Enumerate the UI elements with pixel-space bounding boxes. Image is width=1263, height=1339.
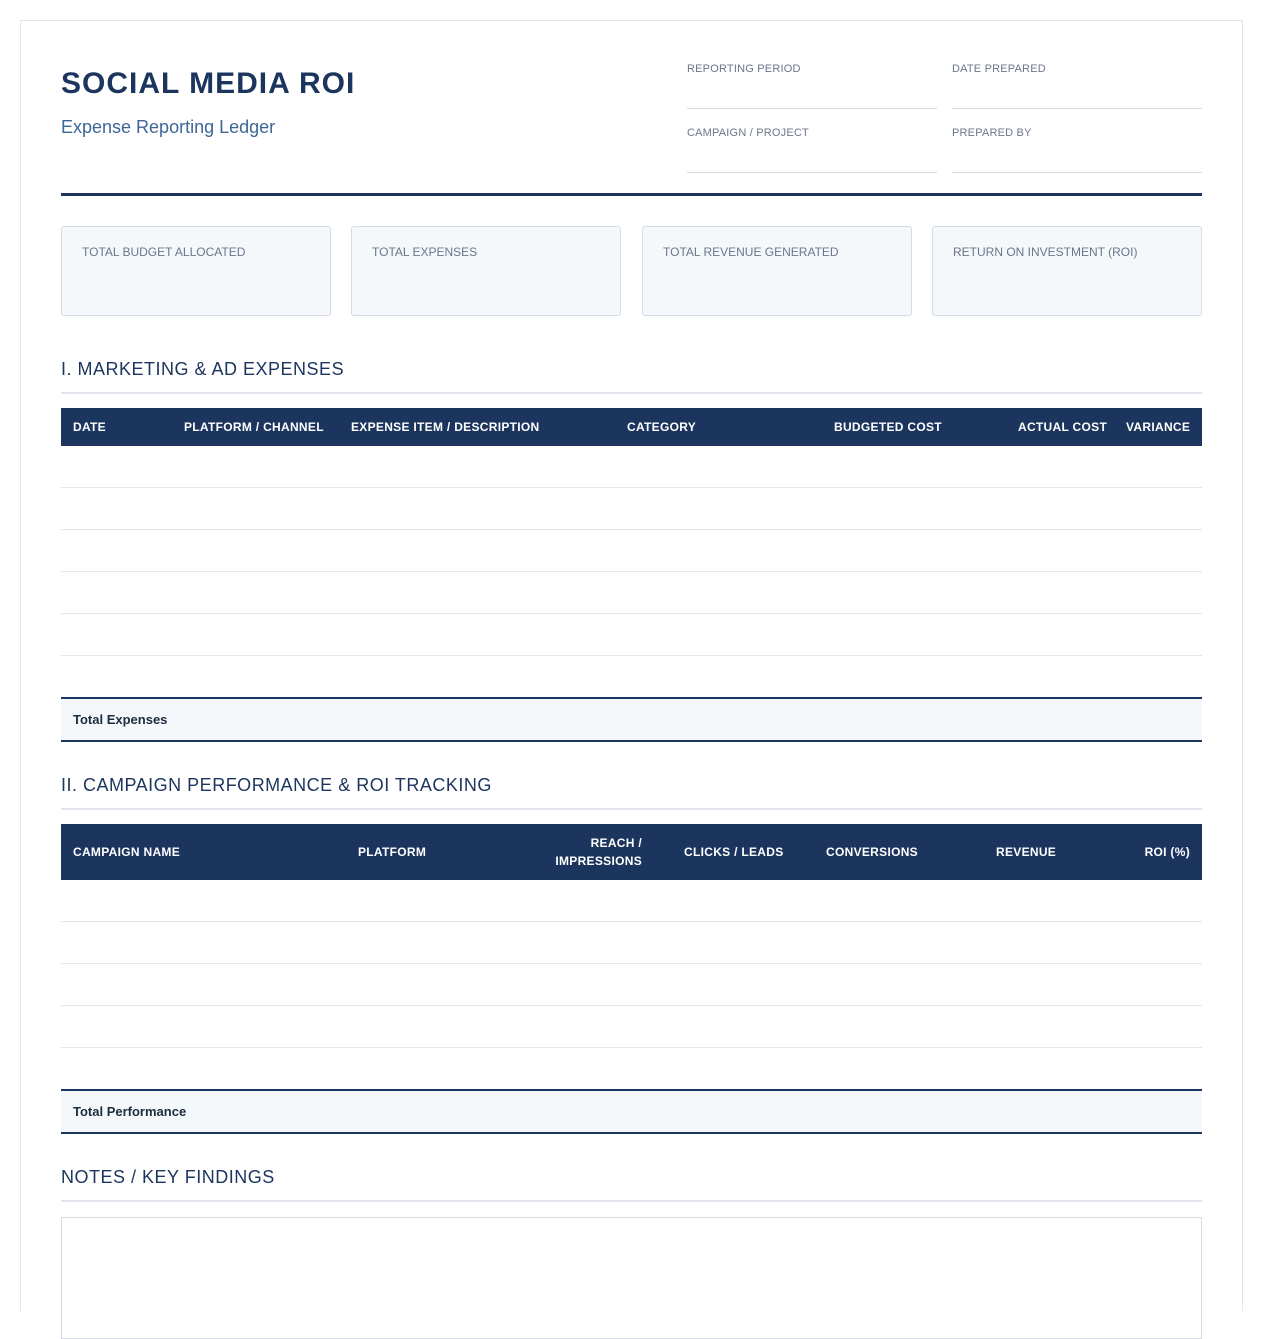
col-campaign-name: CAMPAIGN NAME bbox=[73, 845, 181, 859]
expenses-table-header bbox=[61, 408, 1202, 446]
reporting-period-field[interactable] bbox=[687, 63, 937, 109]
col-budgeted-cost: BUDGETED COST bbox=[834, 420, 942, 434]
total-budget-label: TOTAL BUDGET ALLOCATED bbox=[82, 245, 246, 259]
performance-row[interactable] bbox=[61, 922, 1202, 964]
expense-row[interactable] bbox=[61, 656, 1202, 697]
col-roi: ROI (%) bbox=[1144, 845, 1190, 859]
total-revenue-card[interactable] bbox=[642, 226, 912, 316]
total-budget-card[interactable] bbox=[61, 226, 331, 316]
date-prepared-label: DATE PREPARED bbox=[952, 63, 1046, 75]
notes-section-title: NOTES / KEY FINDINGS bbox=[61, 1167, 1202, 1202]
performance-row[interactable] bbox=[61, 964, 1202, 1006]
report-subtitle: Expense Reporting Ledger bbox=[61, 117, 276, 137]
roi-card[interactable] bbox=[932, 226, 1202, 316]
col-platform-channel: PLATFORM / CHANNEL bbox=[184, 420, 324, 434]
col-reach-impressions bbox=[555, 836, 642, 868]
col-actual-cost: ACTUAL COST bbox=[1018, 420, 1108, 434]
expense-row[interactable] bbox=[61, 614, 1202, 656]
expenses-section-title: I. MARKETING & AD EXPENSES bbox=[61, 359, 1202, 394]
col-platform: PLATFORM bbox=[358, 845, 427, 859]
total-expenses-card[interactable] bbox=[351, 226, 621, 316]
prepared-by-label: PREPARED BY bbox=[952, 127, 1032, 139]
expenses-total-row bbox=[61, 697, 1202, 742]
col-revenue: REVENUE bbox=[996, 845, 1057, 859]
performance-row[interactable] bbox=[61, 880, 1202, 922]
col-reach-line1: REACH / bbox=[590, 836, 642, 850]
report-title: SOCIAL MEDIA ROI bbox=[61, 67, 356, 100]
col-expense-item: EXPENSE ITEM / DESCRIPTION bbox=[351, 420, 540, 434]
expense-row[interactable] bbox=[61, 446, 1202, 488]
report-sheet bbox=[20, 20, 1243, 1311]
col-reach-line2: IMPRESSIONS bbox=[555, 854, 642, 868]
expenses-total-label: Total Expenses bbox=[73, 712, 168, 727]
prepared-by-field[interactable] bbox=[952, 127, 1202, 173]
campaign-project-field[interactable] bbox=[687, 127, 937, 173]
performance-total-label: Total Performance bbox=[73, 1104, 187, 1119]
performance-row[interactable] bbox=[61, 1006, 1202, 1048]
col-clicks-leads: CLICKS / LEADS bbox=[684, 845, 784, 859]
col-conversions: CONVERSIONS bbox=[826, 845, 918, 859]
expense-row[interactable] bbox=[61, 572, 1202, 614]
expense-row[interactable] bbox=[61, 530, 1202, 572]
reporting-period-label: REPORTING PERIOD bbox=[687, 63, 801, 75]
campaign-project-label: CAMPAIGN / PROJECT bbox=[687, 127, 809, 139]
col-variance: VARIANCE bbox=[1126, 420, 1191, 434]
performance-total-row bbox=[61, 1089, 1202, 1134]
notes-textarea[interactable] bbox=[61, 1217, 1202, 1339]
date-prepared-field[interactable] bbox=[952, 63, 1202, 109]
performance-section-title: II. CAMPAIGN PERFORMANCE & ROI TRACKING bbox=[61, 775, 1202, 810]
col-date: DATE bbox=[73, 420, 106, 434]
roi-label: RETURN ON INVESTMENT (ROI) bbox=[953, 245, 1138, 259]
col-category: CATEGORY bbox=[627, 420, 697, 434]
performance-table-header bbox=[61, 824, 1202, 880]
performance-row[interactable] bbox=[61, 1048, 1202, 1089]
expense-row[interactable] bbox=[61, 488, 1202, 530]
total-expenses-label: TOTAL EXPENSES bbox=[372, 245, 478, 259]
header-divider bbox=[61, 193, 1202, 196]
total-revenue-label: TOTAL REVENUE GENERATED bbox=[663, 245, 839, 259]
